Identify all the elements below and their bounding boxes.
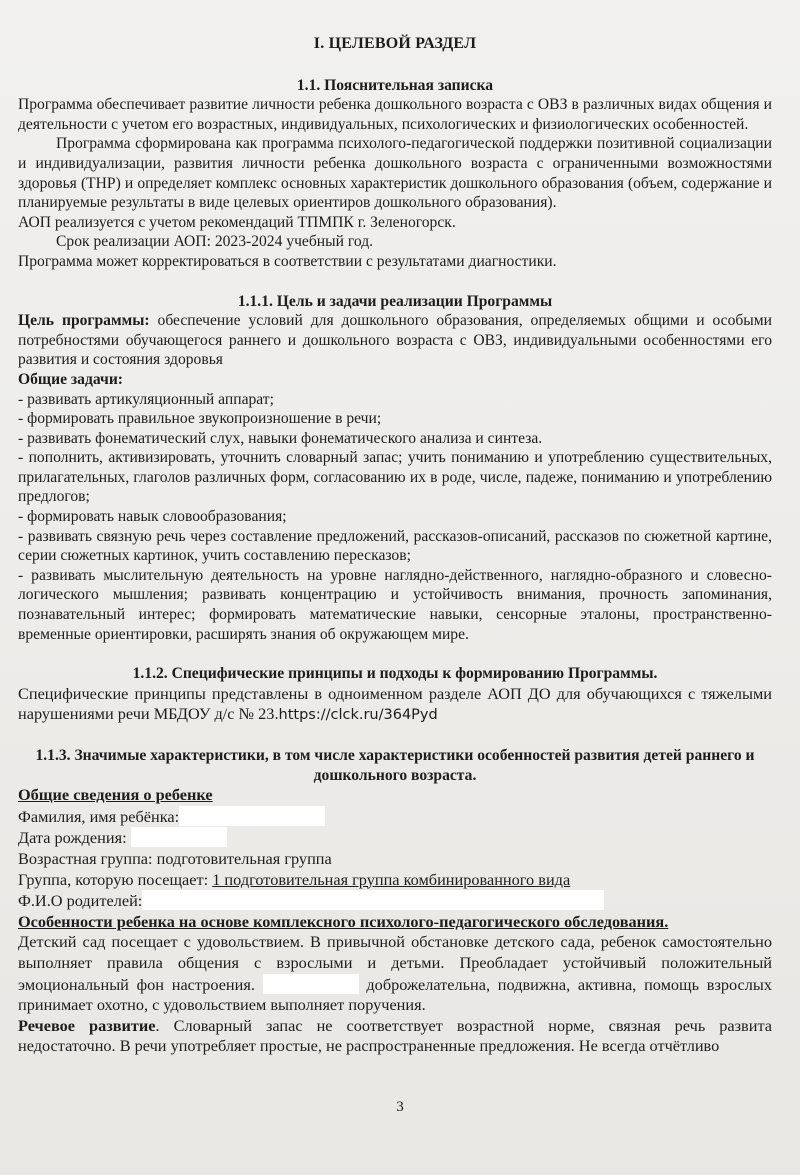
goal-text: обеспечение условий для дошкольного образования, определяемых общими и особыми потребностями обучающегося раннего и дошкольного возраста с ОВЗ, индивидуальными особенностями его развития и состояния здоровья [18, 312, 772, 369]
paragraph-principles [18, 684, 772, 726]
features-label: Особенности ребенка на основе комплексного психолого-педагогического обследования. [18, 911, 669, 931]
birth-date-field [18, 827, 772, 849]
parents-label: Ф.И.О родителей: [18, 891, 143, 911]
child-name-field [18, 806, 772, 828]
group-value: 1 подготовительная группа комбинированного вида [212, 869, 571, 889]
section-title: I. ЦЕЛЕВОЙ РАЗДЕЛ [313, 35, 477, 52]
heading-1-1-2: 1.1.2. Специфические принципы и подходы к формированию Программы. [132, 665, 658, 683]
paragraph-term: Срок реализации АОП: 2023-2024 учебный год. [56, 233, 374, 251]
paragraph-correction: Программа может корректироваться в соответствии с результатами диагностики. [18, 252, 557, 270]
heading-1-1: 1.1. Пояснительная записка [296, 76, 494, 94]
paragraph-tpmpk: АОП реализуется с учетом рекомендаций ТПМПК г. Зеленогорск. [18, 213, 456, 231]
heading-1-1-1: 1.1.1. Цель и задачи реализации Программы [237, 292, 553, 310]
paragraph-program-formed: Программа сформирована как программа психолого-педагогической поддержки позитивной социализации и индивидуализации, развития личности ребенка дошкольного возраста с ограниченными возможностями здоровья (ТНР) и определяет комплекс основных характеристик дошкольного образования (объем, содержание и планируемые результаты в виде целевых ориентиров дошкольного образования). [18, 135, 772, 212]
paragraph-speech [18, 1016, 772, 1057]
principles-link[interactable]: https://clck.ru/364Pyd [278, 707, 438, 724]
goal-label: Цель программы: [18, 312, 150, 330]
speech-text: . Словарный запас не соответствует возрастной норме, связная речь развита недостаточно. В речи употребляет простые, не распространенные предложения. Не всегда отчётливо [18, 1015, 772, 1056]
parents-field [18, 890, 772, 912]
heading-1-1-3: 1.1.3. Значимые характеристики, в том числе характеристики особенностей развития детей раннего и дошкольного возраста. [35, 747, 755, 784]
page-number: 3 [396, 1099, 404, 1115]
paragraph-program-purpose: Программа обеспечивает развитие личности ребенка дошкольного возраста с ОВЗ в различных видах общения и деятельности с учетом его возрастных, индивидуальных, психологических и физиологических особенностей. [18, 96, 772, 133]
task-item: - развивать фонематический слух, навыки фонематического анализа и синтеза. [18, 429, 543, 447]
birth-date-label: Дата рождения: [18, 828, 127, 848]
general-info-label: Общие сведения о ребенке [18, 785, 213, 805]
task-item: - развивать связную речь через составление предложений, рассказов-описаний, рассказов по сюжетной картине, серии сюжетных картинок, учить составлению пересказов; [18, 527, 772, 565]
redacted-child-name [179, 806, 325, 826]
child-name-label: Фамилия, имя ребёнка: [18, 806, 180, 826]
principles-text: Специфические принципы представлены в одноименном разделе АОП ДО для обучающихся с тяжелыми нарушениями речи МБДОУ д/с № 23. [18, 683, 772, 724]
task-item: - развивать артикуляционный аппарат; [18, 390, 274, 408]
task-item: - пополнить, активизировать, уточнить словарный запас; учить пониманию и употреблению существительных, прилагательных, глаголов различных форм, согласованию их в роде, числе, падеже, пониманию и употреблению предлогов; [18, 449, 772, 506]
speech-label: Речевое развитие [18, 1015, 156, 1035]
redacted-parents [142, 890, 604, 910]
tasks-label: Общие задачи: [18, 370, 123, 388]
task-item: - развивать мыслительную деятельность на уровне наглядно-действенного, наглядно-образного и словесно-логического мышления; развивать концентрацию и устойчивость внимания, прочность запоминания, познавательный интерес; формировать математические навыки, сенсорные эталоны, пространственно-временные ориентировки, расширять знания об окружающем мире. [18, 566, 772, 643]
features-text-a: Детский сад посещает с удовольствием. В привычной обстановке детского сада, ребенок самостоятельно выполняет правила общения с взрослыми и детьми. Преобладает устойчивый положительный эмоциональный фон настроения. [18, 932, 772, 994]
paragraph-features [18, 932, 772, 1015]
age-group-field: Возрастная группа: подготовительная группа [18, 848, 332, 868]
group-label: Группа, которую посещает: [18, 869, 213, 889]
redacted-birth-date [131, 827, 227, 847]
redacted-child-name-inline [263, 974, 359, 994]
group-field [18, 870, 772, 891]
paragraph-goal [18, 311, 772, 370]
task-item: - формировать правильное звукопроизношение в речи; [18, 410, 382, 428]
task-item: - формировать навык словообразования; [18, 508, 287, 526]
features-text-b: доброжелательна, подвижна, активна, помощь взрослых принимает охотно, с удовольствием выполняет поручения. [18, 974, 772, 1015]
